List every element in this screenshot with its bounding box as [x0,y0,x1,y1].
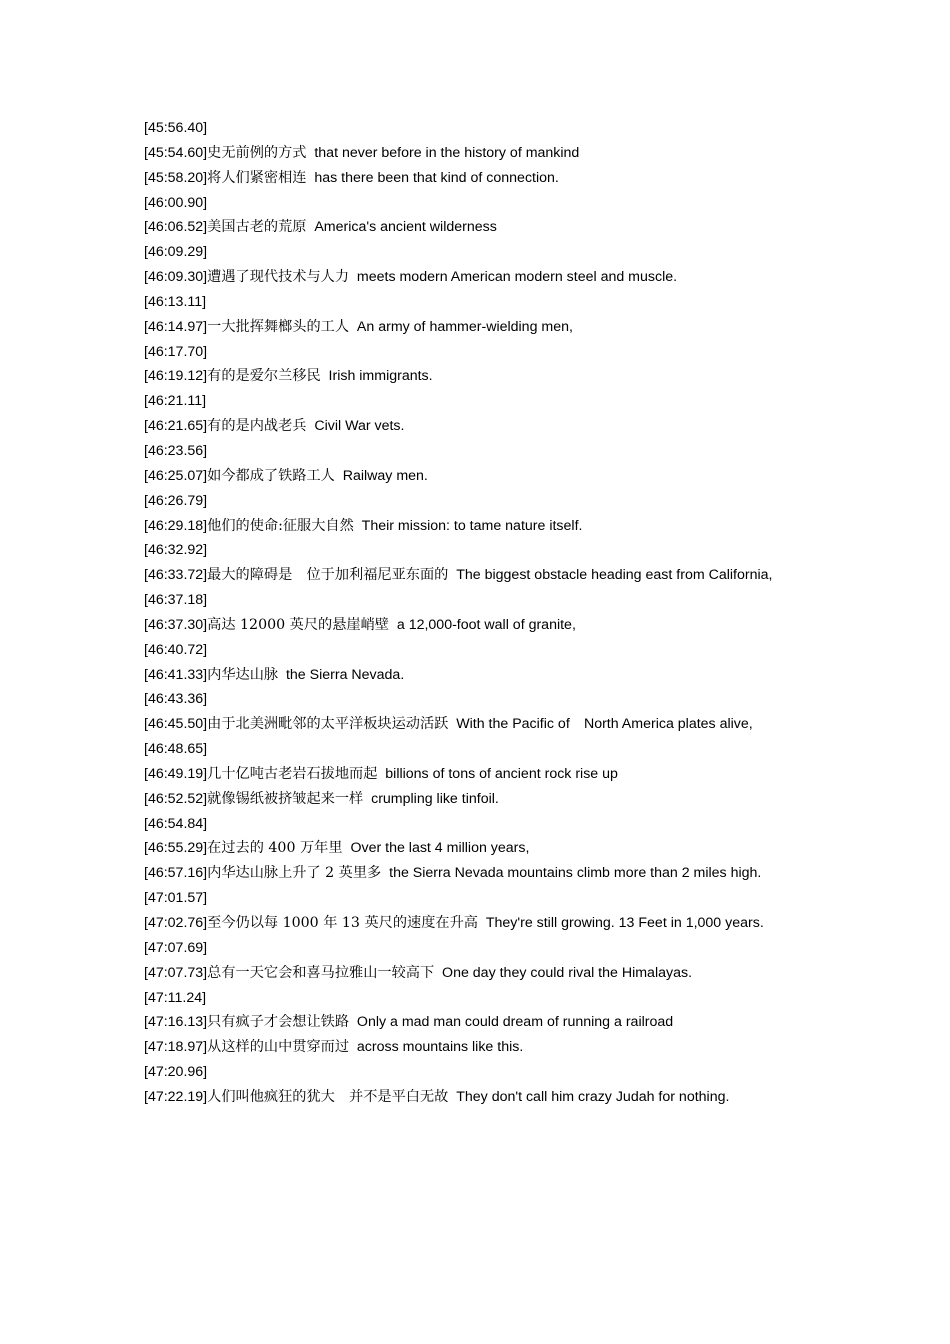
timestamp: [47:07.73] [144,964,208,981]
timestamp: [46:43.36] [144,691,208,708]
chinese-subtitle: 只有疯子才会想让铁路 [207,1014,350,1031]
timestamp: [47:02.76] [144,915,208,931]
chinese-subtitle: 他们的使命:征服大自然 [207,517,354,534]
timestamp: [46:32.92] [144,542,208,559]
chinese-subtitle: 在过去的 400 万年里 [207,840,343,857]
transcript-line [144,961,807,986]
english-subtitle: One day they could rival the Himalayas. [442,964,693,981]
timestamp: [46:14.97] [144,318,208,335]
timestamp: [46:19.12] [144,368,208,385]
timestamp: [47:16.13] [144,1014,208,1031]
timestamp: [46:54.84] [144,815,208,832]
transcript-line [144,1035,807,1060]
english-subtitle: the Sierra Nevada. [285,666,405,683]
english-subtitle: the Sierra Nevada mountains climb more than 2 miles high. [389,865,762,882]
timestamp: [45:54.60] [144,144,208,161]
transcript-line [144,414,807,439]
timestamp: [47:20.96] [144,1064,208,1081]
timestamp: [47:07.69] [144,939,208,956]
timestamp: [46:52.52] [144,790,208,807]
timestamp: [46:17.70] [144,343,208,360]
transcript-line [144,638,807,663]
chinese-subtitle: 有的是内战老兵 [207,418,307,435]
chinese-subtitle: 几十亿吨古老岩石拔地而起 [207,765,378,782]
chinese-subtitle: 遭遇了现代技术与人力 [207,269,350,286]
chinese-subtitle: 史无前例的方式 [207,144,307,161]
timestamp: [46:13.11] [144,293,207,310]
english-subtitle: With the Pacific of North America plates alive, [456,716,753,733]
transcript-line [144,166,807,191]
timestamp: [46:25.07] [144,467,208,484]
transcript-line [144,265,807,290]
transcript-line [144,315,807,340]
english-subtitle: America's ancient wilderness [314,219,497,236]
timestamp: [46:29.18] [144,517,208,534]
transcript-line [144,712,807,737]
chinese-subtitle: 由于北美洲毗邻的太平洋板块运动活跃 [207,716,449,733]
transcript-line [144,141,807,166]
timestamp: [46:55.29] [144,840,208,857]
transcript-line [144,762,807,787]
transcript-line [144,886,807,911]
transcript-line [144,986,807,1011]
chinese-subtitle: 美国古老的荒原 [207,219,307,236]
timestamp: [45:56.40] [144,120,208,136]
timestamp: [46:09.29] [144,244,208,261]
transcript-line [144,911,807,936]
timestamp: [46:45.50] [144,716,208,733]
english-subtitle: They don't call him crazy Judah for nothing. [456,1088,730,1105]
transcript-line [144,116,807,141]
english-subtitle: across mountains like this. [356,1039,524,1056]
english-subtitle: An army of hammer-wielding men, [356,318,573,335]
chinese-subtitle: 高达 12000 英尺的悬崖峭壁 [207,616,389,633]
timestamp: [46:37.30] [144,616,208,633]
timestamp: [47:11.24] [144,989,207,1006]
timestamp: [46:37.18] [144,592,208,609]
transcript-line [144,489,807,514]
transcript-line [144,1085,807,1110]
transcript-line [144,613,807,638]
transcript-line [144,1010,807,1035]
transcript-line [144,563,807,588]
transcript-line [144,439,807,464]
chinese-subtitle: 最大的障碍是 位于加利福尼亚东面的 [207,567,449,584]
timestamp: [46:00.90] [144,194,208,211]
transcript-line [144,737,807,762]
transcript-line [144,340,807,365]
transcript-line [144,364,807,389]
english-subtitle: that never before in the history of mankind [314,144,580,161]
transcript-line [144,215,807,240]
timestamp: [46:23.56] [144,442,208,459]
timestamp: [46:09.30] [144,269,208,286]
chinese-subtitle: 从这样的山中贯穿而过 [207,1039,350,1056]
transcript [144,116,807,1110]
transcript-line [144,687,807,712]
timestamp: [47:18.97] [144,1039,208,1056]
timestamp: [46:33.72] [144,567,208,584]
timestamp: [47:22.19] [144,1088,208,1105]
transcript-line [144,812,807,837]
transcript-line [144,663,807,688]
english-subtitle: They're still growing. 13 Feet in 1,000 years. [485,915,764,931]
transcript-line [144,1060,807,1085]
timestamp: [47:01.57] [144,890,208,907]
chinese-subtitle: 总有一天它会和喜马拉雅山一较高下 [207,964,435,981]
chinese-subtitle: 内华达山脉上升了 2 英里多 [207,865,382,882]
english-subtitle: has there been that kind of connection. [314,169,559,186]
transcript-line [144,191,807,216]
transcript-line [144,389,807,414]
transcript-line [144,936,807,961]
transcript-line [144,538,807,563]
timestamp: [46:21.11] [144,393,207,410]
english-subtitle: Railway men. [342,467,428,484]
timestamp: [46:40.72] [144,641,208,658]
english-subtitle: Their mission: to tame nature itself. [361,517,583,534]
english-subtitle: Over the last 4 million years, [350,840,530,857]
chinese-subtitle: 内华达山脉 [207,666,279,683]
chinese-subtitle: 就像锡纸被挤皱起来一样 [207,790,364,807]
english-subtitle: meets modern American modern steel and muscle. [356,269,678,286]
timestamp: [46:48.65] [144,741,208,758]
timestamp: [45:58.20] [144,169,208,186]
chinese-subtitle: 人们叫他疯狂的犹大 并不是平白无故 [207,1088,449,1105]
english-subtitle: Only a mad man could dream of running a railroad [356,1014,674,1031]
timestamp: [46:06.52] [144,219,208,236]
english-subtitle: Irish immigrants. [328,368,433,385]
chinese-subtitle: 如今都成了铁路工人 [207,467,335,484]
transcript-line [144,290,807,315]
transcript-line [144,240,807,265]
transcript-line [144,836,807,861]
chinese-subtitle: 至今仍以每 1000 年 13 英尺的速度在升高 [207,915,478,931]
timestamp: [46:26.79] [144,492,208,509]
transcript-line [144,514,807,539]
chinese-subtitle: 有的是爱尔兰移民 [207,368,321,385]
transcript-line [144,861,807,886]
timestamp: [46:21.65] [144,418,208,435]
english-subtitle: The biggest obstacle heading east from California, [456,567,773,584]
chinese-subtitle: 一大批挥舞榔头的工人 [207,318,350,335]
english-subtitle: a 12,000-foot wall of granite, [396,616,576,633]
english-subtitle: Civil War vets. [314,418,405,435]
timestamp: [46:49.19] [144,765,208,782]
transcript-line [144,787,807,812]
chinese-subtitle: 将人们紧密相连 [207,169,307,186]
timestamp: [46:57.16] [144,865,208,882]
timestamp: [46:41.33] [144,666,208,683]
english-subtitle: crumpling like tinfoil. [371,790,499,807]
transcript-line [144,588,807,613]
english-subtitle: billions of tons of ancient rock rise up [385,765,618,782]
transcript-line [144,464,807,489]
